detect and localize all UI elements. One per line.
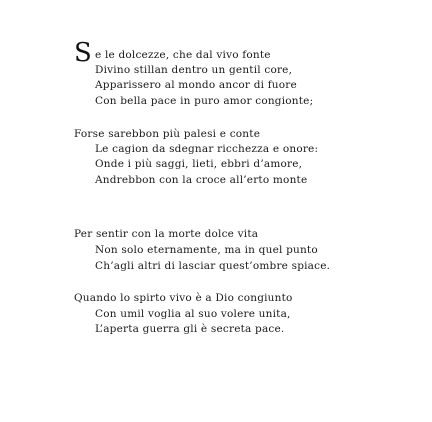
poem-line: L’aperta guerra gli è secreta pace. xyxy=(95,323,285,335)
poem-line: Per sentir con la morte dolce vita xyxy=(74,228,259,240)
poem-line: Divino stillan dentro un gentil core, xyxy=(95,64,293,76)
poem-line: Quando lo spirto vivo è a Dio congiunto xyxy=(74,292,293,304)
poem-line: e le dolcezze, che dal vivo fonte xyxy=(95,49,271,61)
poem-line: Andrebbon con la croce all’erto monte xyxy=(95,174,308,186)
drop-cap-letter: S xyxy=(74,38,92,68)
poem-line: Con umil voglia al suo volere unita, xyxy=(95,308,291,320)
poem-line: Le cagion da sdegnar ricchezza e onore: xyxy=(95,143,319,155)
poem-line: Onde i più saggi, lieti, ebbri d’amore, xyxy=(95,158,303,170)
poem-line: Con bella pace in puro amor congionte; xyxy=(95,95,314,107)
poem-line: Forse sarebbon più palesi e conte xyxy=(74,128,261,140)
poem-line: Apparissero al mondo ancor di fuore xyxy=(95,79,297,91)
poem-line: Non solo eternamente, ma in quel punto xyxy=(95,244,318,256)
poem-line: Ch’agli altri di lasciar quest’ombre spiace. xyxy=(95,260,331,272)
